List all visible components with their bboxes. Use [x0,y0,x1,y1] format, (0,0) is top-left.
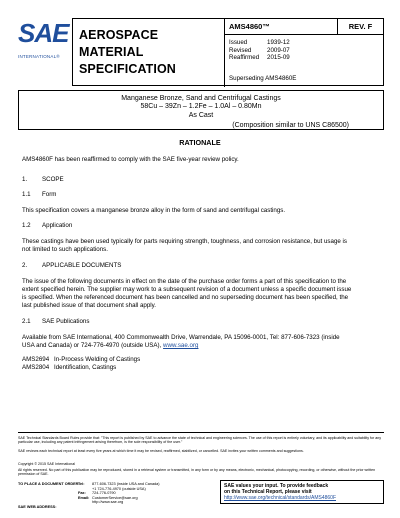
document-dates [229,39,290,62]
web-address-label: SAE WEB ADDRESS: [18,504,57,509]
text-line [22,342,378,350]
section-2-heading [22,262,121,269]
section-number: 2.1 [22,318,31,325]
copyright-notice: Copyright © 2015 SAE International [18,462,75,466]
reference-code: AMS2694 [22,356,50,363]
email-label: Email: [78,495,90,500]
text-line: The issue of the following documents in effect on the date of the purchase order forms a part of this specification to the [22,278,347,285]
reaffirmed-label: Reaffirmed [229,54,260,62]
section-2-1-text [22,334,378,350]
reaffirmed-date: 2015-09 [267,54,290,62]
text-line: extent specified herein. The supplier may work to a subsequent revision of a document unless a specific document issue [22,286,352,293]
order-contacts [78,482,160,505]
section-number: 1.1 [22,191,31,198]
section-1-2-text [22,238,378,254]
order-label: TO PLACE A DOCUMENT ORDER: [18,482,80,486]
sae-logo-subtext: INTERNATIONAL® [18,54,60,59]
section-number: 1.2 [22,222,31,229]
feedback-line: on this Technical Report, please visit [224,489,312,495]
reference-row [22,364,116,371]
header-title-cell [73,19,225,87]
feedback-line: SAE values your input. To provide feedback [224,483,329,489]
reference-title: In-Process Welding of Castings [54,356,141,363]
document-header [72,18,384,86]
revision-label: REV. F [337,19,383,34]
fax-number: 724-776-0790 [92,491,116,496]
text-line: Available from SAE International, 400 Commonwealth Drive, Warrendale, PA 15096-0001, Tel: 877-606-7323 (inside [22,334,340,341]
section-2-1-heading [22,318,89,325]
email-address: CustomerService@sae.org [92,495,138,500]
rationale-text: AMS4860F has been reaffirmed to comply with the SAE five-year review policy. [22,156,239,163]
section-number: 1. [22,176,28,183]
section-1-1-text: This specification covers a manganese bronze alloy in the form of sand and centrifugal castings. [22,207,286,214]
policy-notice: SAE Technical Standards Board Rules provide that: "This report is published by SAE to advance the state of technical and engineering sciences. The use of this report is entirely voluntary, and its applicability and suitability for any particular use, including any patent infringement arising therefrom, is the sole responsibility of the user." [18,436,382,445]
section-title: Application [42,222,73,229]
material-title: Manganese Bronze, Sand and Centrifugal Castings [121,95,281,102]
material-condition: As Cast [188,112,214,119]
text-line: is specified. When the referenced document has been cancelled and no superseding document has been specified, the [22,294,349,301]
sae-logo [18,18,69,66]
document-type-title [79,27,224,78]
section-title: SCOPE [42,176,64,183]
header-info-cell [225,19,383,87]
issued-date: 1939-12 [267,39,290,46]
revised-date: 2009-07 [267,46,290,54]
material-title-block [18,90,384,130]
title-line-1: AEROSPACE [79,28,159,42]
text-fragment: USA and Canada) or 724-776-4970 (outside USA), [22,342,162,349]
sae-website-link[interactable]: www.sae.org [163,342,199,349]
rationale-heading: RATIONALE [179,138,221,147]
sae-logo-text: SAE [18,18,69,48]
text-line: These castings have been used typically for parts requiring strength, toughness, and corrosion resistance, but usage is [22,238,348,245]
document-number: AMS4860™ [229,22,270,31]
section-1-2-heading [22,222,72,229]
feedback-box [220,480,384,504]
review-notice: SAE reviews each technical report at least every five years at which time it may be revised, reaffirmed, stabilized, or cancelled. SAE invites your written comments and suggestions. [18,449,304,453]
footer-divider [18,432,384,433]
reference-row [22,356,140,363]
material-composition: 58Cu – 39Zn – 1.2Fe – 1.0Al – 0.80Mn [140,103,262,110]
feedback-text [224,483,336,501]
section-title: SAE Publications [42,318,90,325]
revised-label: Revised [229,46,252,54]
tel-number-outside: +1 724-776-4970 (outside USA) [92,486,146,491]
section-2-text [22,278,378,310]
feedback-link[interactable]: http://www.sae.org/technical/standards/AMS4860F [224,495,337,501]
tel-label: Tel: [78,482,85,486]
text-line: last published issue of that document shall apply. [22,302,157,309]
uns-similarity-note: (Composition similar to UNS C86500) [232,122,349,129]
section-number: 2. [22,262,28,269]
tel-number: 877-606-7323 (inside USA and Canada) [92,482,160,486]
header-number-row [225,19,383,35]
superseding-note: Superseding AMS4860E [229,75,297,82]
rights-notice: All rights reserved. No part of this publication may be reproduced, stored in a retrieval system or transmitted, in any form or by any means, electronic, mechanical, photocopying, recording, or otherwise, without the prior written permission of SAE. [18,468,376,477]
title-line-2: MATERIAL SPECIFICATION [79,45,176,76]
section-1-1-heading [22,191,56,198]
fax-label: Fax: [78,491,86,496]
web-address[interactable]: http://www.sae.org [92,500,124,505]
reference-code: AMS2804 [22,364,50,371]
issued-label: Issued [229,39,248,46]
reference-title: Identification, Castings [54,364,117,371]
section-title: Form [42,191,57,198]
section-title: APPLICABLE DOCUMENTS [42,262,122,269]
text-line: not limited to such applications. [22,246,108,253]
section-1-heading [22,176,64,183]
